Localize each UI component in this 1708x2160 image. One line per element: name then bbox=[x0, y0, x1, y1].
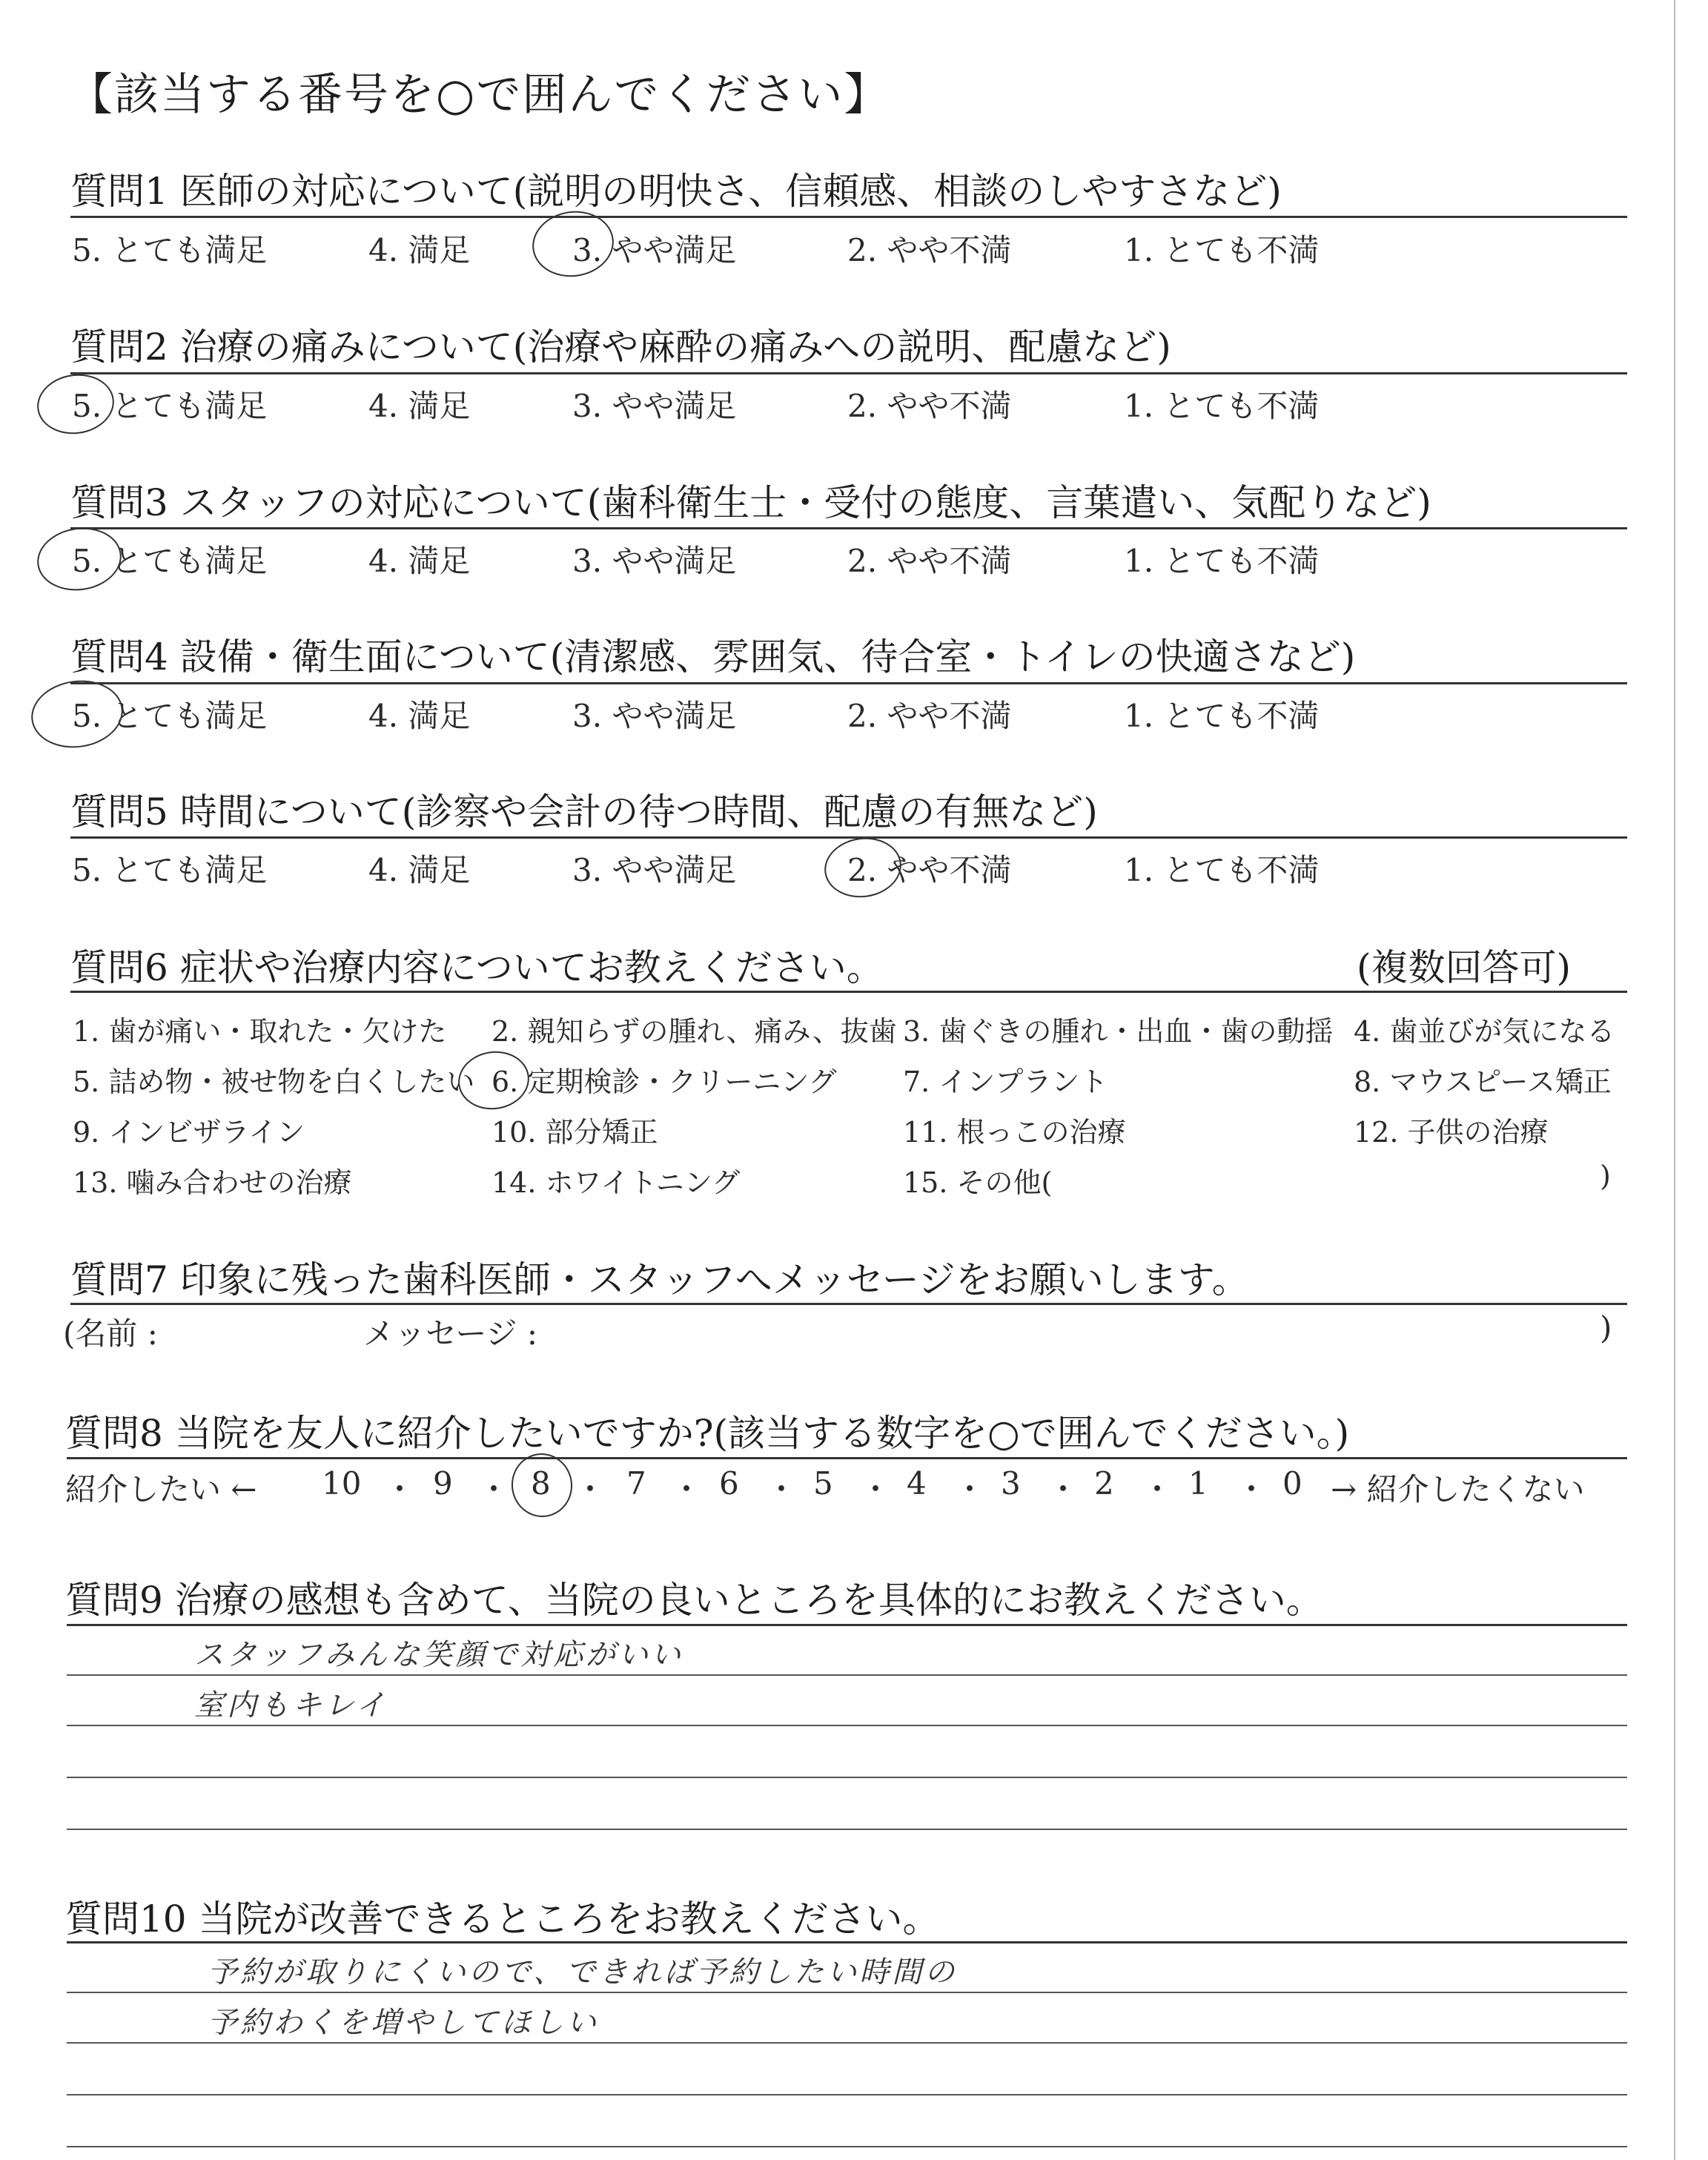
q1-option-4[interactable]: 4. 満足 bbox=[368, 232, 471, 268]
q3-rule bbox=[70, 527, 1627, 529]
q10-writing-line bbox=[67, 2094, 1627, 2095]
q4-rule bbox=[70, 682, 1627, 684]
q6-item-10[interactable]: 10. 部分矯正 bbox=[491, 1116, 658, 1149]
q7-rule bbox=[70, 1303, 1627, 1305]
q3-option-5[interactable]: 5. とても満足 bbox=[72, 543, 268, 579]
q2-title: 質問2 治療の痛みについて(治療や麻酔の痛みへの説明、配慮など) bbox=[70, 326, 1171, 369]
q7-name-label: (名前 : bbox=[63, 1315, 158, 1352]
q6-item-8[interactable]: 8. マウスピース矯正 bbox=[1354, 1066, 1612, 1098]
q5-selection-circle bbox=[821, 833, 905, 902]
q4-title: 質問4 設備・衛生面について(清潔感、雰囲気、待合室・トイレの快適さなど) bbox=[70, 635, 1356, 678]
q4-option-5[interactable]: 5. とても満足 bbox=[72, 698, 268, 734]
q5-rule bbox=[70, 836, 1627, 839]
q5-option-5[interactable]: 5. とても満足 bbox=[72, 852, 268, 888]
q1-rule bbox=[70, 216, 1627, 218]
q8-score-5[interactable]: 5 bbox=[813, 1465, 833, 1502]
q1-option-1[interactable]: 1. とても不満 bbox=[1124, 232, 1320, 268]
q4-option-3[interactable]: 3. やや満足 bbox=[572, 698, 737, 734]
q3-option-4[interactable]: 4. 満足 bbox=[368, 543, 471, 579]
q8-score-2[interactable]: 2 bbox=[1094, 1465, 1114, 1502]
q8-dot: ・ bbox=[1047, 1471, 1079, 1507]
q6-item-4[interactable]: 4. 歯並びが気になる bbox=[1354, 1015, 1615, 1048]
q1-option-5[interactable]: 5. とても満足 bbox=[72, 232, 268, 268]
q2-option-4[interactable]: 4. 満足 bbox=[368, 388, 471, 424]
q8-dot: ・ bbox=[384, 1471, 416, 1507]
q10-writing-line bbox=[67, 1992, 1627, 1993]
q10-answer-line-1: 予約が取りにくいので、できれば予約したい時間の bbox=[208, 1955, 958, 1989]
q5-option-4[interactable]: 4. 満足 bbox=[368, 852, 471, 888]
q8-score-6[interactable]: 6 bbox=[719, 1465, 739, 1502]
q9-title: 質問9 治療の感想も含めて、当院の良いところを具体的にお教えください。 bbox=[65, 1579, 1323, 1622]
q5-option-1[interactable]: 1. とても不満 bbox=[1124, 852, 1320, 888]
q6-item-11[interactable]: 11. 根っこの治療 bbox=[903, 1116, 1126, 1149]
q9-answer-line-2: 室内もキレイ bbox=[194, 1688, 388, 1723]
q8-dot: ・ bbox=[766, 1471, 798, 1507]
q8-dot: ・ bbox=[575, 1471, 606, 1507]
q3-option-1[interactable]: 1. とても不満 bbox=[1124, 543, 1320, 579]
q6-title: 質問6 症状や治療内容についてお教えください。 bbox=[70, 946, 884, 989]
q6-other-close: ) bbox=[1600, 1160, 1611, 1192]
q8-score-1[interactable]: 1 bbox=[1188, 1465, 1208, 1502]
q8-score-9[interactable]: 9 bbox=[433, 1465, 453, 1502]
q3-title: 質問3 スタッフの対応について(歯科衛生士・受付の態度、言葉遣い、気配りなど) bbox=[70, 481, 1431, 524]
instructions-header: 【該当する番号を○で囲んでください】 bbox=[68, 69, 890, 121]
q6-item-3[interactable]: 3. 歯ぐきの腫れ・出血・歯の動揺 bbox=[903, 1015, 1334, 1048]
q8-score-4[interactable]: 4 bbox=[907, 1465, 927, 1502]
q6-item-15[interactable]: 15. その他( bbox=[903, 1166, 1053, 1199]
q6-item-13[interactable]: 13. 噛み合わせの治療 bbox=[73, 1166, 352, 1199]
q3-option-3[interactable]: 3. やや満足 bbox=[572, 543, 737, 579]
q2-option-2[interactable]: 2. やや不満 bbox=[847, 388, 1012, 424]
q9-writing-line bbox=[67, 1725, 1627, 1726]
q5-option-3[interactable]: 3. やや満足 bbox=[572, 852, 737, 888]
q8-right-label: → 紹介したくない bbox=[1331, 1471, 1585, 1507]
q6-item-1[interactable]: 1. 歯が痛い・取れた・欠けた bbox=[73, 1015, 447, 1048]
q8-score-0[interactable]: 0 bbox=[1282, 1465, 1302, 1502]
q10-answer-line-2: 予約わくを増やしてほしい bbox=[208, 2006, 599, 2040]
q6-item-6[interactable]: 6. 定期検診・クリーニング bbox=[491, 1066, 837, 1098]
q2-option-3[interactable]: 3. やや満足 bbox=[572, 388, 737, 424]
q4-option-2[interactable]: 2. やや不満 bbox=[847, 698, 1012, 734]
q8-dot: ・ bbox=[1142, 1471, 1174, 1507]
q6-selection-circle bbox=[454, 1047, 533, 1114]
q8-dot: ・ bbox=[954, 1471, 986, 1507]
q6-item-9[interactable]: 9. インビザライン bbox=[73, 1116, 305, 1149]
q1-title: 質問1 医師の対応について(説明の明快さ、信頼感、相談のしやすさなど) bbox=[70, 170, 1282, 213]
q5-title: 質問5 時間について(診察や会計の待つ時間、配慮の有無など) bbox=[70, 790, 1098, 833]
q4-option-4[interactable]: 4. 満足 bbox=[368, 698, 471, 734]
q2-option-5[interactable]: 5. とても満足 bbox=[72, 388, 268, 424]
q9-answer-line-1: スタッフみんな笑顔で対応がいい bbox=[194, 1638, 683, 1672]
q8-dot: ・ bbox=[1236, 1471, 1268, 1507]
q6-item-14[interactable]: 14. ホワイトニング bbox=[491, 1166, 741, 1199]
q8-title: 質問8 当院を友人に紹介したいですか?(該当する数字を○で囲んでください。) bbox=[65, 1412, 1350, 1455]
q4-selection-circle bbox=[27, 675, 127, 753]
q10-rule bbox=[67, 1941, 1627, 1943]
q8-score-8[interactable]: 8 bbox=[531, 1465, 551, 1502]
q8-score-10[interactable]: 10 bbox=[322, 1465, 362, 1502]
q8-score-7[interactable]: 7 bbox=[626, 1465, 646, 1502]
q7-close-paren: ) bbox=[1600, 1309, 1612, 1346]
q10-writing-line bbox=[67, 2146, 1627, 2147]
q5-option-2[interactable]: 2. やや不満 bbox=[847, 852, 1012, 888]
q6-item-7[interactable]: 7. インプラント bbox=[903, 1066, 1108, 1098]
q6-item-12[interactable]: 12. 子供の治療 bbox=[1354, 1116, 1549, 1149]
q6-item-2[interactable]: 2. 親知らずの腫れ、痛み、抜歯 bbox=[491, 1015, 897, 1048]
q3-selection-circle bbox=[33, 522, 126, 595]
scan-edge bbox=[1674, 0, 1675, 2160]
q9-writing-line bbox=[67, 1674, 1627, 1676]
q8-score-3[interactable]: 3 bbox=[1001, 1465, 1021, 1502]
q3-option-2[interactable]: 2. やや不満 bbox=[847, 543, 1012, 579]
q8-dot: ・ bbox=[478, 1471, 510, 1507]
q8-rule bbox=[67, 1457, 1627, 1459]
q9-rule bbox=[67, 1624, 1627, 1626]
q4-option-1[interactable]: 1. とても不満 bbox=[1124, 698, 1320, 734]
q1-option-3[interactable]: 3. やや満足 bbox=[572, 232, 737, 268]
q10-title: 質問10 当院が改善できるところをお教えください。 bbox=[65, 1898, 940, 1941]
q8-dot: ・ bbox=[671, 1471, 703, 1507]
q8-dot: ・ bbox=[860, 1471, 892, 1507]
q2-selection-circle bbox=[33, 369, 118, 439]
q8-left-label: 紹介したい ← bbox=[65, 1471, 257, 1507]
q9-writing-line bbox=[67, 1777, 1627, 1778]
q8-selection-circle bbox=[507, 1450, 576, 1522]
q7-title: 質問7 印象に残った歯科医師・スタッフへメッセージをお願いします。 bbox=[70, 1258, 1249, 1301]
q1-option-2[interactable]: 2. やや不満 bbox=[847, 232, 1012, 268]
q6-item-5[interactable]: 5. 詰め物・被せ物を白くしたい bbox=[73, 1066, 475, 1098]
q9-writing-line bbox=[67, 1829, 1627, 1830]
q10-writing-line bbox=[67, 2042, 1627, 2044]
q6-rule bbox=[70, 991, 1627, 993]
q6-multiple-answer-note: (複数回答可) bbox=[1357, 946, 1572, 989]
q7-message-label: メッセージ : bbox=[363, 1315, 537, 1352]
q2-option-1[interactable]: 1. とても不満 bbox=[1124, 388, 1320, 424]
q2-rule bbox=[70, 372, 1627, 374]
